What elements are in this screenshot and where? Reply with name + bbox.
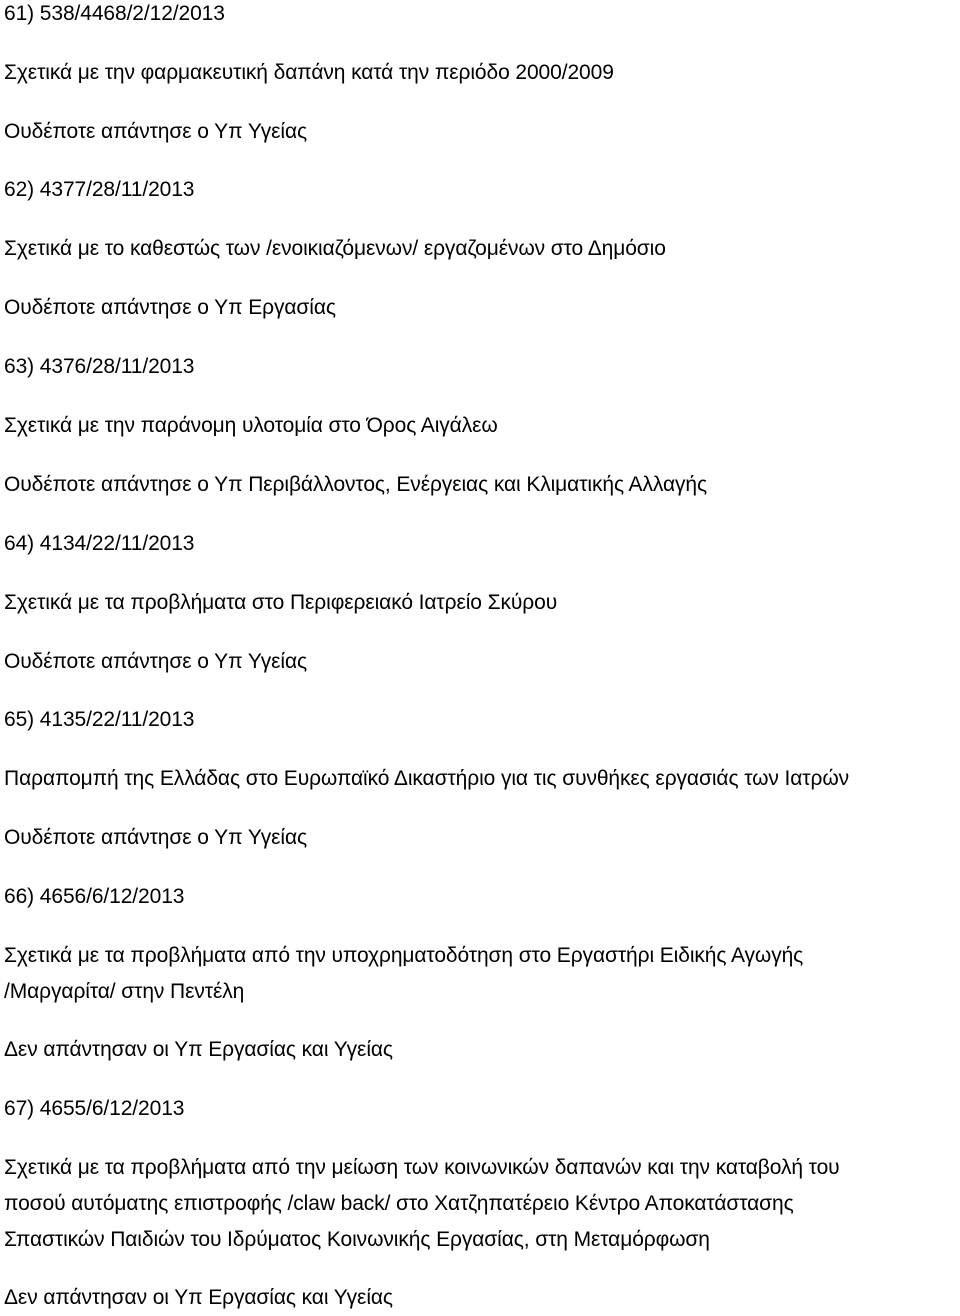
entry-ref: 63) 4376/28/11/2013 [4,355,195,378]
entry-66-status [4,1032,956,1068]
entry-64-subject [4,585,956,621]
entry-status: Ουδέποτε απάντησε ο Υπ Υγείας [4,826,308,849]
entry-status: Ουδέποτε απάντησε ο Υπ Περιβάλλοντος, Ενέργειας και Κλιματικής Αλλαγής [4,473,707,496]
entry-62 [4,172,956,208]
entry-ref: 65) 4135/22/11/2013 [4,708,195,731]
entry-67-status [4,1280,956,1316]
entry-61-subject [4,55,956,91]
entry-67-subject [4,1150,956,1258]
entry-ref: 62) 4377/28/11/2013 [4,178,195,201]
entry-ref: 61) 538/4468/2/12/2013 [4,2,225,25]
entry-subject-line: ποσού αυτόματης επιστροφής /claw back/ στο Χατζηπατέρειο Κέντρο Αποκατάστασης [4,1192,794,1215]
entry-65 [4,702,956,738]
entry-63 [4,349,956,385]
entry-62-subject [4,231,956,267]
entry-66 [4,879,956,915]
entry-ref: 66) 4656/6/12/2013 [4,885,185,908]
entry-status: Ουδέποτε απάντησε ο Υπ Υγείας [4,650,308,673]
entry-subject-line: Σχετικά με την παράνομη υλοτομία στο Όρος Αιγάλεω [4,414,498,437]
entry-subject-line: Σχετικά με την φαρμακευτική δαπάνη κατά την περιόδο 2000/2009 [4,61,614,84]
entry-subject-line: Παραπομπή της Ελλάδας στο Ευρωπαϊκό Δικαστήριο για τις συνθήκες εργασιάς των Ιατρών [4,767,850,790]
entry-67 [4,1091,956,1127]
entry-status: Ουδέποτε απάντησε ο Υπ Εργασίας [4,296,336,319]
entry-64 [4,526,956,562]
entry-63-status [4,467,956,503]
entry-subject-line: Σπαστικών Παιδιών του Ιδρύματος Κοινωνικής Εργασίας, στη Μεταμόρφωση [4,1228,710,1251]
entry-61 [4,0,956,32]
entry-64-status [4,644,956,680]
entry-subject-line: Σχετικά με τα προβλήματα από την υποχρηματοδότηση στο Εργαστήρι Ειδικής Αγωγής [4,944,804,967]
entry-ref: 67) 4655/6/12/2013 [4,1097,185,1120]
entry-63-subject [4,408,956,444]
entry-subject-line: Σχετικά με το καθεστώς των /ενοικιαζόμενων/ εργαζομένων στο Δημόσιο [4,237,666,260]
entry-subject-line: Σχετικά με τα προβλήματα στο Περιφερειακό Ιατρείο Σκύρου [4,591,558,614]
entry-66-subject [4,938,956,1010]
entry-status: Ουδέποτε απάντησε ο Υπ Υγείας [4,120,308,143]
entry-65-status [4,820,956,856]
entry-subject-line: Σχετικά με τα προβλήματα από την μείωση των κοινωνικών δαπανών και την καταβολή του [4,1156,840,1179]
entry-62-status [4,290,956,326]
entry-status: Δεν απάντησαν οι Υπ Εργασίας και Υγείας [4,1038,393,1061]
entry-65-subject [4,761,956,797]
entry-status: Δεν απάντησαν οι Υπ Εργασίας και Υγείας [4,1286,393,1309]
entry-subject-line: /Μαργαρίτα/ στην Πεντέλη [4,980,245,1003]
entry-61-status [4,114,956,150]
entry-ref: 64) 4134/22/11/2013 [4,532,195,555]
